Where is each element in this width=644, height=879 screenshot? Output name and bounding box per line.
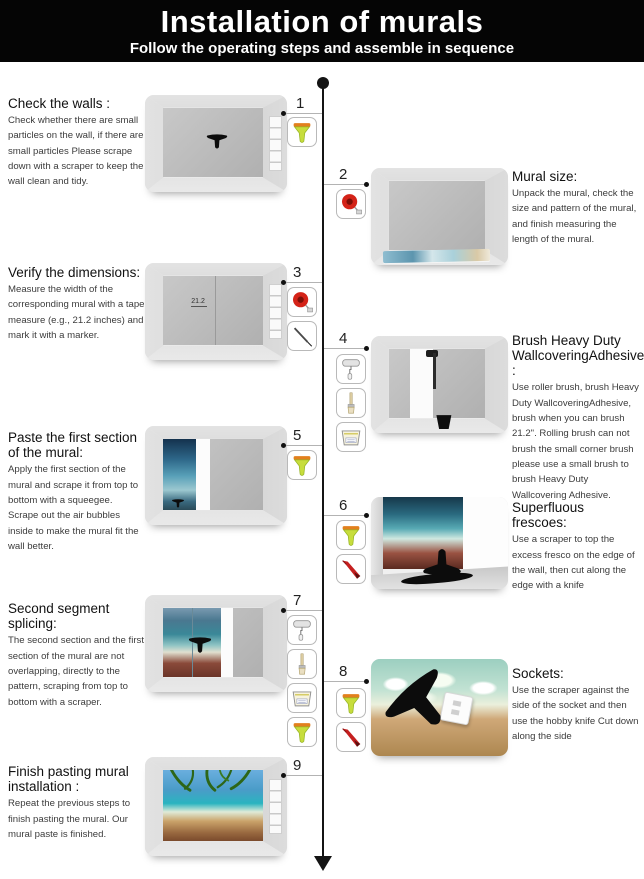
step-1-number: 1	[296, 95, 305, 112]
roller-icon	[287, 615, 317, 645]
page-title: Installation of murals	[160, 4, 484, 39]
step-8-connector-dot	[364, 679, 369, 684]
step-7-number: 7	[293, 592, 302, 609]
squeegee-icon	[287, 717, 317, 747]
step-1-connector-dot	[281, 111, 286, 116]
step-9-connector	[285, 775, 322, 776]
step-8-body: Use the scraper against the side of the socket and then use the hobby knife Cut down along the side	[512, 685, 639, 743]
step-1-text	[8, 96, 145, 190]
tape-measure-icon	[336, 189, 366, 219]
step-1-title: Check the walls :	[8, 96, 111, 111]
room-window-icon	[269, 284, 282, 338]
step-4-connector	[324, 348, 366, 349]
step-3-text	[8, 265, 145, 343]
step-5-connector	[285, 445, 322, 446]
pencil-guide-line	[215, 276, 216, 346]
squeegee-icon	[336, 520, 366, 550]
step-5-icons	[287, 450, 317, 480]
step-8-text	[512, 666, 640, 744]
step-5-connector-dot	[281, 443, 286, 448]
step-9-body: Repeat the previous steps to finish pasting the mural. Our mural paste is finished.	[8, 798, 131, 840]
step-8-illustration	[371, 659, 508, 756]
page-subtitle: Follow the operating steps and assemble in sequence	[129, 40, 515, 57]
step-3-illustration	[145, 263, 287, 360]
step-6-icons	[336, 520, 366, 584]
step-8-connector	[324, 681, 366, 682]
excess-white-edge	[463, 497, 508, 569]
header-banner	[0, 0, 644, 62]
step-7-body: The second section and the first section of the mural are not overlapping, directly to the pattern, scraping from top to bottom with a scraper.	[8, 635, 144, 708]
step-4-title: Brush Heavy Duty WallcoveringAdhesive :	[512, 333, 644, 379]
step-4-illustration	[371, 336, 508, 433]
scraper-silhouette-icon	[187, 637, 213, 655]
roller-icon	[336, 354, 366, 384]
step-7-connector	[285, 610, 322, 611]
blank-wall-strip	[196, 439, 210, 510]
knife-icon	[336, 722, 366, 752]
step-8-title: Sockets:	[512, 666, 564, 681]
step-3-number: 3	[293, 264, 302, 281]
step-3-body: Measure the width of the corresponding mural with a tape measure (e.g., 21.2 inches) and mark it with a marker.	[8, 284, 145, 342]
step-2-connector-dot	[364, 182, 369, 187]
step-5-number: 5	[293, 427, 302, 444]
step-6-body: Use a scraper to top the excess fresco on the edge of the wall, then cut along the edge with a knife	[512, 534, 635, 592]
step-9-text	[8, 764, 145, 842]
step-7-icons	[287, 615, 317, 747]
scraper-silhouette-icon	[205, 134, 229, 151]
marker-icon	[287, 321, 317, 351]
step-4-body: Use roller brush, brush Heavy Duty WallcoveringAdhesive, brush when you can brush 21.2". Rolling brush can not brush the small corner brush please use a small brush to brush Heavy Duty Wallcovering Adhesive.	[512, 382, 639, 501]
squeegee-icon	[287, 117, 317, 147]
step-4-number: 4	[339, 330, 348, 347]
step-3-icons	[287, 287, 317, 351]
step-3-connector	[285, 282, 322, 283]
step-1-icons	[287, 117, 317, 147]
room-window-icon	[269, 116, 282, 170]
squeegee-icon	[287, 450, 317, 480]
step-8-icons	[336, 688, 366, 752]
step-5-illustration	[145, 426, 287, 525]
step-9-number: 9	[293, 757, 302, 774]
step-3-connector-dot	[281, 280, 286, 285]
step-6-title: Superfluous frescoes:	[512, 500, 585, 531]
timeline-end-arrow-icon	[314, 856, 332, 871]
step-9-title: Finish pasting mural installation :	[8, 764, 129, 795]
step-5-text	[8, 430, 145, 554]
tape-measure-icon	[287, 287, 317, 317]
adhesive-bucket-icon	[287, 683, 317, 713]
squeegee-icon	[336, 688, 366, 718]
step-1-illustration	[145, 95, 287, 192]
step-7-illustration	[145, 595, 287, 692]
step-2-connector	[324, 184, 366, 185]
wall-measurement-label: 21.2	[191, 298, 207, 307]
step-1-connector	[285, 113, 322, 114]
step-3-title: Verify the dimensions:	[8, 265, 141, 280]
step-1-body: Check whether there are small particles on the wall, if there are small particles Please scrape down with a scraper to keep the wall clean and tidy.	[8, 115, 144, 188]
adhesive-primed-strip	[410, 349, 433, 419]
adhesive-bucket-icon	[336, 422, 366, 452]
scraper-silhouette-icon	[420, 545, 464, 576]
room-window-icon	[269, 779, 282, 834]
step-5-title: Paste the first section of the mural:	[8, 430, 138, 461]
step-4-text	[512, 333, 642, 503]
step-2-number: 2	[339, 166, 348, 183]
roller-handle-silhouette	[433, 353, 436, 389]
step-9-illustration	[145, 757, 287, 856]
step-6-illustration	[371, 497, 508, 589]
step-4-icons	[336, 354, 366, 452]
step-2-title: Mural size:	[512, 169, 578, 184]
brush-icon	[336, 388, 366, 418]
step-7-connector-dot	[281, 608, 286, 613]
scraper-silhouette-icon	[171, 499, 185, 509]
step-6-connector-dot	[364, 513, 369, 518]
step-2-icons	[336, 189, 366, 219]
blank-wall-strip	[221, 608, 233, 678]
step-7-title: Second segment splicing:	[8, 601, 110, 632]
brush-icon	[287, 649, 317, 679]
palm-leaves	[163, 770, 262, 800]
step-6-text	[512, 500, 640, 594]
step-8-number: 8	[339, 663, 348, 680]
step-4-connector-dot	[364, 346, 369, 351]
step-7-text	[8, 601, 145, 710]
step-6-number: 6	[339, 497, 348, 514]
step-9-connector-dot	[281, 773, 286, 778]
timeline-line	[322, 83, 324, 858]
step-2-body: Unpack the mural, check the size and pattern of the mural, and finish measuring the length of the mural.	[512, 188, 637, 246]
step-6-connector	[324, 515, 366, 516]
step-2-illustration	[371, 168, 508, 265]
step-2-text	[512, 169, 639, 247]
knife-icon	[336, 554, 366, 584]
step-5-body: Apply the first section of the mural and scrape it from top to bottom with a squeegee. Scrape out the air bubbles inside to make the mural fit the wall better.	[8, 464, 139, 552]
